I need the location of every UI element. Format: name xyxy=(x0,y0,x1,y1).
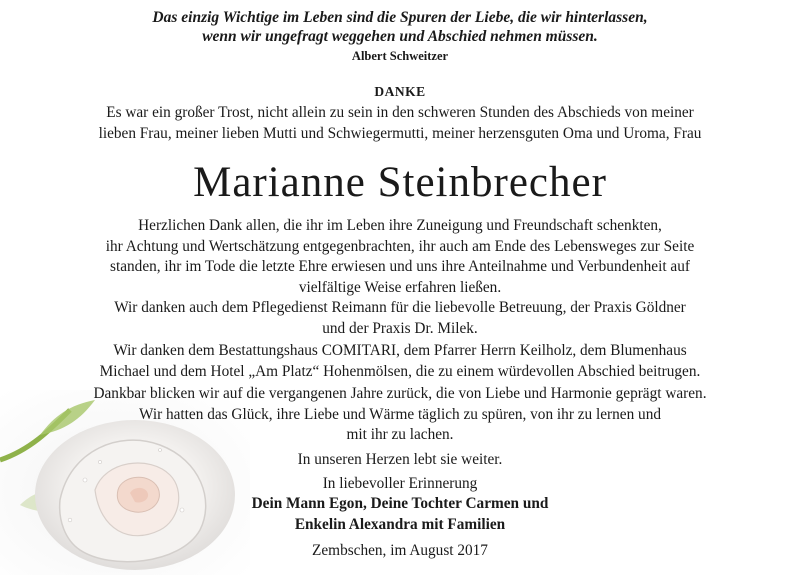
paragraph-remembrance: In liebevoller Erinnerung xyxy=(322,475,478,492)
quote xyxy=(0,8,800,46)
signer-line: Dein Mann Egon, Deine Tochter Carmen und xyxy=(251,495,549,512)
paragraph-memories xyxy=(0,384,800,446)
heading: DANKE xyxy=(374,84,426,99)
text-line: mit ihr zu lachen. xyxy=(346,426,454,443)
quote-line: Das einzig Wichtige im Leben sind die Spuren der Liebe, die wir hinterlassen, xyxy=(152,9,648,26)
intro-line: Es war ein großer Trost, nicht allein zu sein in den schweren Stunden des Abschieds von meiner xyxy=(106,104,694,121)
quote-line: wenn wir ungefragt weggehen und Abschied nehmen müssen. xyxy=(202,28,598,45)
text-line: Wir hatten das Glück, ihre Liebe und Wärme täglich zu spüren, von ihr zu lernen und xyxy=(139,405,661,423)
deceased-name: Marianne Steinbrecher xyxy=(193,159,607,206)
text-line: und der Praxis Dr. Milek. xyxy=(322,319,478,337)
paragraph-hearts: In unseren Herzen lebt sie weiter. xyxy=(297,451,503,468)
signers xyxy=(0,494,800,535)
text-line: ihr Achtung und Wertschätzung entgegenbrachten, ihr auch am Ende des Lebensweges zur Seite xyxy=(105,237,695,255)
intro-line: lieben Frau, meiner lieben Mutti und Schwiegermutti, meiner herzensguten Oma und Uroma, Frau xyxy=(98,124,702,142)
text-line: Dankbar blicken wir auf die vergangenen Jahre zurück, die von Liebe und Harmonie geprägt waren. xyxy=(93,385,707,402)
text-line: standen, ihr im Tode die letzte Ehre erwiesen und uns ihre Anteilnahme und Verbundenheit auf xyxy=(110,258,690,275)
text-line: Wir danken auch dem Pflegedienst Reimann für die liebevolle Betreuung, der Praxis Göldner xyxy=(114,299,686,316)
quote-author: Albert Schweitzer xyxy=(351,49,449,63)
text-line: Herzlichen Dank allen, die ihr im Leben ihre Zuneigung und Freundschaft schenkten, xyxy=(138,217,662,234)
text-line: Wir danken dem Bestattungshaus COMITARI, dem Pfarrer Herrn Keilholz, dem Blumenhaus xyxy=(113,342,687,359)
signer-line: Enkelin Alexandra mit Familien xyxy=(294,515,506,533)
paragraph-funeral xyxy=(0,341,800,382)
text-line: vielfältige Weise erfahren ließen. xyxy=(298,278,502,296)
paragraph-thanks xyxy=(0,216,800,298)
text-line: Michael und dem Hotel „Am Platz“ Hohenmölsen, die zu einem würdevollen Abschied beitrugen. xyxy=(99,362,701,380)
paragraph-care xyxy=(0,298,800,339)
place-date: Zembschen, im August 2017 xyxy=(312,542,488,559)
intro-text xyxy=(0,103,800,144)
